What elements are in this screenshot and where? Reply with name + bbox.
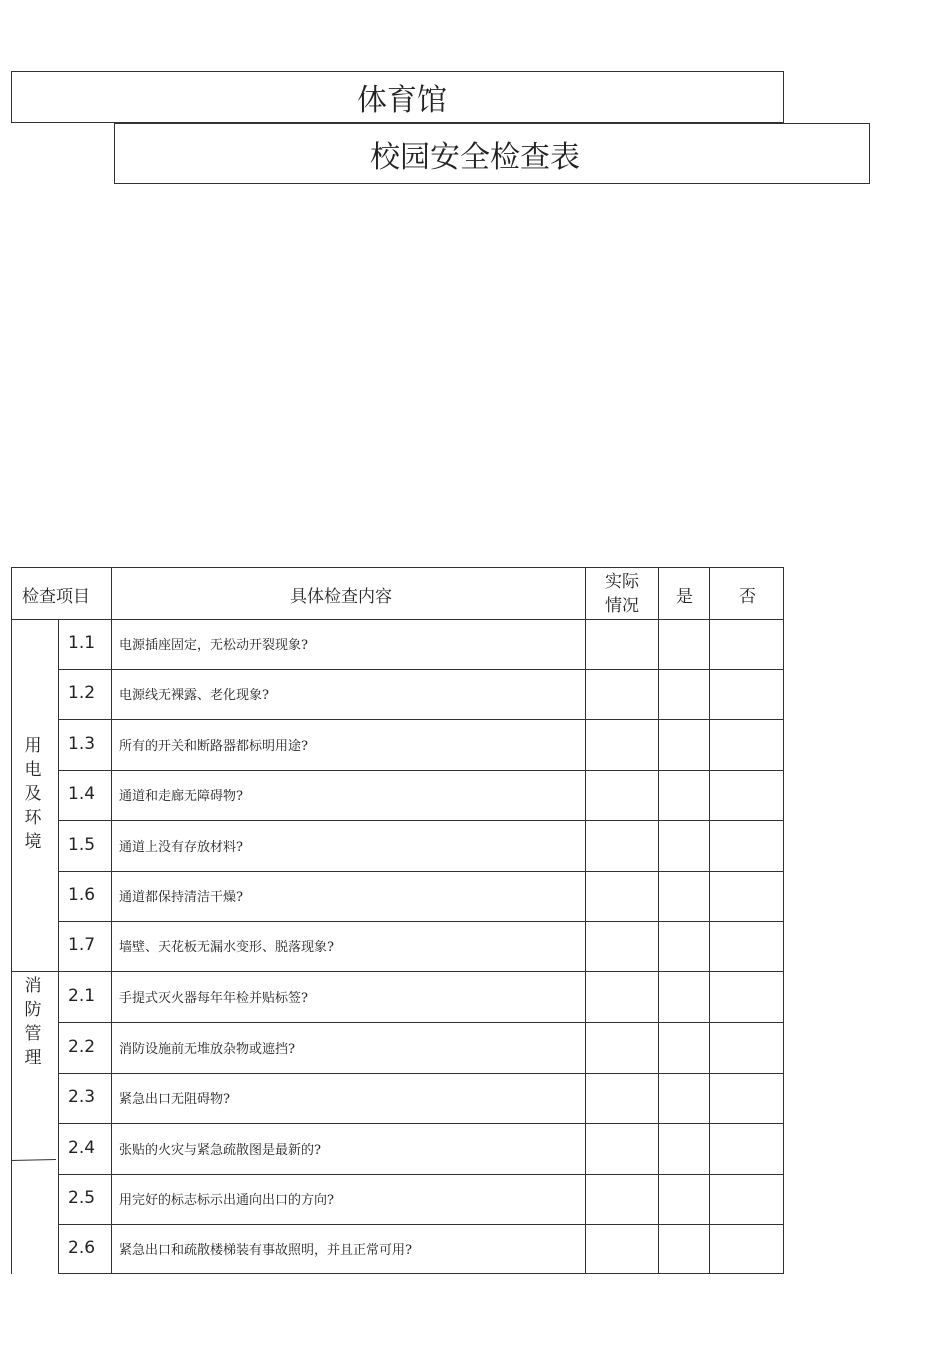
item-number: 2.5 [68,1188,96,1208]
actual-cell[interactable] [586,872,658,921]
no-cell[interactable] [710,1225,783,1273]
yes-cell[interactable] [659,922,709,971]
yes-cell[interactable] [659,1124,709,1174]
item-number: 1.3 [68,733,96,754]
actual-cell[interactable] [586,771,658,820]
no-cell[interactable] [710,1175,783,1224]
header-content: 具体检查内容 [290,587,392,607]
check-content: 通道和走廊无障碍物? [119,789,243,804]
item-number: 1.5 [68,834,96,855]
item-number: 2.3 [68,1087,96,1107]
form-title-box [114,123,870,184]
yes-cell[interactable] [659,872,709,921]
header-yes: 是 [676,587,693,607]
actual-cell[interactable] [586,821,658,871]
no-cell[interactable] [710,972,783,1022]
no-cell[interactable] [710,821,783,871]
check-content: 所有的开关和断路器都标明用途? [119,738,308,754]
yes-cell[interactable] [659,1225,709,1273]
venue-box [11,71,784,123]
check-content: 张贴的火灾与紧急疏散图是最新的? [119,1142,321,1158]
no-cell[interactable] [710,670,783,719]
actual-cell[interactable] [586,972,658,1022]
no-cell[interactable] [710,771,783,820]
no-cell[interactable] [710,720,783,770]
item-number: 1.4 [68,784,96,804]
no-cell[interactable] [710,620,783,669]
item-number: 1.7 [68,935,96,955]
yes-cell[interactable] [659,670,709,719]
check-content: 电源线无裸露、老化现象? [119,688,269,703]
yes-cell[interactable] [659,821,709,871]
actual-cell[interactable] [586,1175,658,1224]
yes-cell[interactable] [659,1175,709,1224]
actual-cell[interactable] [586,922,658,971]
header-actual: 实际情况 [605,572,639,616]
item-number: 1.2 [68,683,96,703]
actual-cell[interactable] [586,720,658,770]
no-cell[interactable] [710,872,783,921]
header-no: 否 [739,587,756,607]
check-content: 手提式灭火器每年年检并贴标签? [119,990,308,1006]
item-number: 2.6 [68,1237,96,1258]
no-cell[interactable] [710,1074,783,1123]
item-number: 1.6 [68,885,96,905]
no-cell[interactable] [710,1124,783,1174]
venue-title: 体育馆 [357,83,447,118]
item-number: 1.1 [68,633,96,653]
check-content: 通道上没有存放材料? [119,839,243,855]
check-content: 通道都保持清洁干燥? [119,890,243,905]
check-content: 消防设施前无堆放杂物或遮挡? [119,1041,295,1057]
yes-cell[interactable] [659,720,709,770]
header-item: 检查项目 [22,587,90,607]
check-content: 电源插座固定，无松动开裂现象? [119,638,308,653]
item-number: 2.1 [68,985,96,1006]
actual-cell[interactable] [586,1074,658,1123]
item-number: 2.4 [68,1137,96,1158]
form-title: 校园安全检查表 [370,139,580,175]
check-content: 紧急出口和疏散楼梯装有事故照明，并且正常可用? [119,1242,412,1258]
actual-cell[interactable] [586,670,658,719]
yes-cell[interactable] [659,620,709,669]
yes-cell[interactable] [659,1023,709,1073]
category-electric-environment: 用电及环境 [24,736,42,852]
category-fire-management: 消防管理 [24,976,42,1068]
actual-cell[interactable] [586,1124,658,1174]
check-content: 用完好的标志标示出通向出口的方向? [119,1193,334,1208]
actual-cell[interactable] [586,1023,658,1073]
actual-cell[interactable] [586,620,658,669]
no-cell[interactable] [710,922,783,971]
item-number: 2.2 [68,1036,96,1057]
yes-cell[interactable] [659,771,709,820]
no-cell[interactable] [710,1023,783,1073]
actual-cell[interactable] [586,1225,658,1273]
check-content: 紧急出口无阻碍物? [119,1092,230,1107]
yes-cell[interactable] [659,1074,709,1123]
check-content: 墙壁、天花板无漏水变形、脱落现象? [119,940,334,955]
yes-cell[interactable] [659,972,709,1022]
